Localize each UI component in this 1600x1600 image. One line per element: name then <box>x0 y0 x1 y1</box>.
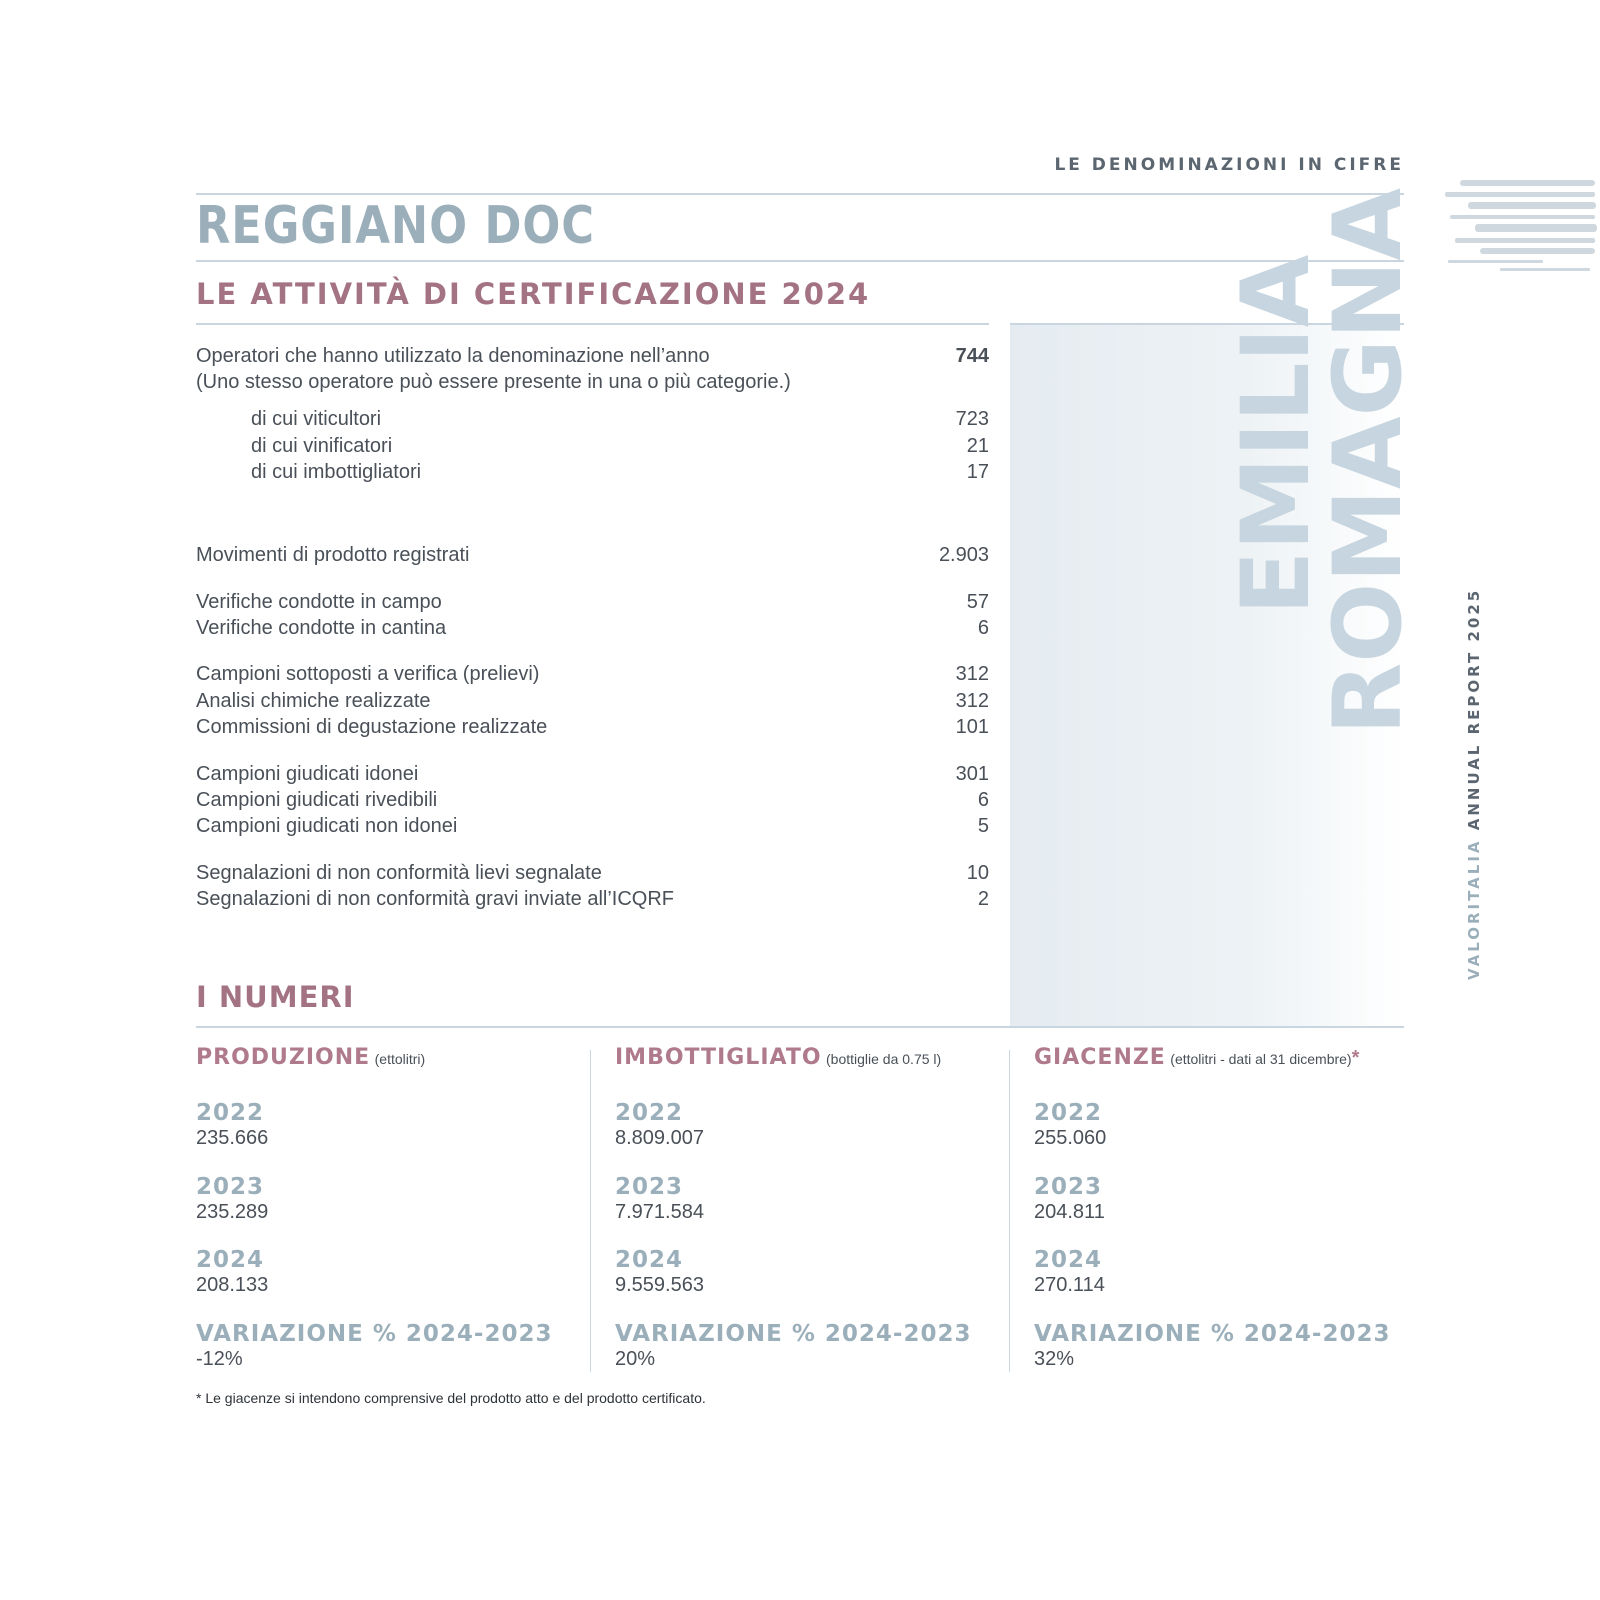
variation-value: 20% <box>615 1348 656 1370</box>
brush-stroke-decoration <box>1440 160 1600 285</box>
year-value: 235.289 <box>196 1201 269 1223</box>
stat-value: 17 <box>966 461 989 483</box>
variation-label: VARIAZIONE % 2024-2023 <box>1034 1321 1391 1347</box>
year-entry <box>615 1174 704 1224</box>
header-rule-top <box>196 193 1404 195</box>
year-value: 255.060 <box>1034 1127 1107 1149</box>
year-label: 2022 <box>1034 1100 1103 1126</box>
side-brand: VALORITALIA <box>1465 838 1483 980</box>
numeri-column-imbottigliato <box>615 1045 995 1370</box>
year-value: 208.133 <box>196 1274 269 1296</box>
column-heading-unit: (bottiglie da 0.75 l) <box>826 1051 942 1067</box>
region-word-romagna: ROMAGNA <box>1314 187 1423 735</box>
stat-value: 57 <box>966 591 989 613</box>
numeri-rule <box>196 1026 1404 1028</box>
year-label: 2022 <box>196 1100 265 1126</box>
stat-label: Verifiche condotte in campo <box>196 591 442 613</box>
stat-value: 744 <box>955 345 989 367</box>
stat-label: Commissioni di degustazione realizzate <box>196 716 548 738</box>
stat-value: 5 <box>977 815 989 837</box>
year-entry <box>615 1100 704 1150</box>
section-label: LE DENOMINAZIONI IN CIFRE <box>1054 155 1404 175</box>
stat-value: 301 <box>955 763 989 785</box>
stat-value: 6 <box>977 789 989 811</box>
column-heading-unit: (ettolitri) <box>374 1051 426 1067</box>
column-heading-label: GIACENZE <box>1034 1045 1166 1070</box>
year-label: 2023 <box>1034 1174 1103 1200</box>
stat-value: 723 <box>955 408 989 430</box>
stat-label: Operatori che hanno utilizzato la denominazione nell’anno <box>196 345 710 367</box>
footnote-marker: * <box>1351 1047 1360 1069</box>
stat-label: di cui viticultori <box>251 408 382 430</box>
stat-value: 312 <box>955 663 989 685</box>
stat-label: di cui imbottigliatori <box>251 461 422 483</box>
stat-label: Analisi chimiche realizzate <box>196 690 431 712</box>
stat-value: 312 <box>955 690 989 712</box>
stat-label: Campioni giudicati non idonei <box>196 815 458 837</box>
stat-label: Segnalazioni di non conformità gravi inviate all’ICQRF <box>196 888 675 910</box>
variation-entry <box>1034 1321 1391 1371</box>
year-entry <box>1034 1247 1105 1297</box>
year-entry <box>196 1100 268 1150</box>
year-value: 204.811 <box>1034 1201 1105 1223</box>
stat-value: 101 <box>955 716 989 738</box>
column-heading <box>1034 1045 1414 1070</box>
year-value: 7.971.584 <box>615 1201 704 1223</box>
page-title: REGGIANO DOC <box>196 196 595 256</box>
numeri-title: I NUMERI <box>196 980 355 1014</box>
certification-rule <box>196 323 989 325</box>
stat-label: Campioni giudicati idonei <box>196 763 419 785</box>
column-divider <box>1009 1050 1010 1372</box>
column-heading <box>196 1045 576 1070</box>
variation-value: 32% <box>1034 1348 1075 1370</box>
year-label: 2023 <box>196 1174 265 1200</box>
stat-label: Campioni sottoposti a verifica (prelievi) <box>196 663 540 685</box>
stat-note: (Uno stesso operatore può essere presente in una o più categorie.) <box>196 371 791 393</box>
variation-entry <box>615 1321 972 1371</box>
column-heading <box>615 1045 995 1070</box>
variation-entry <box>196 1321 553 1371</box>
year-value: 235.666 <box>196 1127 269 1149</box>
numeri-column-giacenze <box>1034 1045 1414 1370</box>
year-entry <box>196 1174 268 1224</box>
stat-label: Verifiche condotte in cantina <box>196 617 447 639</box>
year-label: 2023 <box>615 1174 684 1200</box>
variation-value: -12% <box>196 1348 243 1370</box>
column-heading-label: PRODUZIONE <box>196 1045 371 1070</box>
year-value: 8.809.007 <box>615 1127 704 1149</box>
variation-label: VARIAZIONE % 2024-2023 <box>615 1321 972 1347</box>
year-entry <box>615 1247 704 1297</box>
page-subtitle: LE ATTIVITÀ DI CERTIFICAZIONE 2024 <box>196 277 871 311</box>
stat-label: Movimenti di prodotto registrati <box>196 544 470 566</box>
numeri-column-produzione <box>196 1045 576 1370</box>
column-heading-label: IMBOTTIGLIATO <box>615 1045 822 1070</box>
year-label: 2024 <box>615 1247 684 1273</box>
column-heading-unit: (ettolitri - dati al 31 dicembre) <box>1170 1051 1352 1067</box>
stat-value: 21 <box>966 435 989 457</box>
stat-value: 6 <box>977 617 989 639</box>
stat-label: di cui vinificatori <box>251 435 393 457</box>
side-report-label <box>1465 588 1483 980</box>
column-divider <box>590 1050 591 1372</box>
stat-label: Campioni giudicati rivedibili <box>196 789 438 811</box>
year-value: 270.114 <box>1034 1274 1105 1296</box>
year-entry <box>196 1247 268 1297</box>
stat-value: 2.903 <box>938 544 989 566</box>
stat-value: 10 <box>966 862 989 884</box>
footnote: * Le giacenze si intendono comprensive del prodotto atto e del prodotto certificato. <box>196 1390 706 1406</box>
year-entry <box>1034 1174 1105 1224</box>
year-value: 9.559.563 <box>615 1274 704 1296</box>
region-panel <box>1010 187 1423 1026</box>
stat-label: Segnalazioni di non conformità lievi segnalate <box>196 862 602 884</box>
side-report: ANNUAL REPORT 2025 <box>1465 587 1483 831</box>
variation-label: VARIAZIONE % 2024-2023 <box>196 1321 553 1347</box>
region-word-emilia: EMILIA <box>1222 254 1331 615</box>
year-entry <box>1034 1100 1106 1150</box>
year-label: 2024 <box>1034 1247 1103 1273</box>
year-label: 2022 <box>615 1100 684 1126</box>
stat-value: 2 <box>977 888 989 910</box>
year-label: 2024 <box>196 1247 265 1273</box>
